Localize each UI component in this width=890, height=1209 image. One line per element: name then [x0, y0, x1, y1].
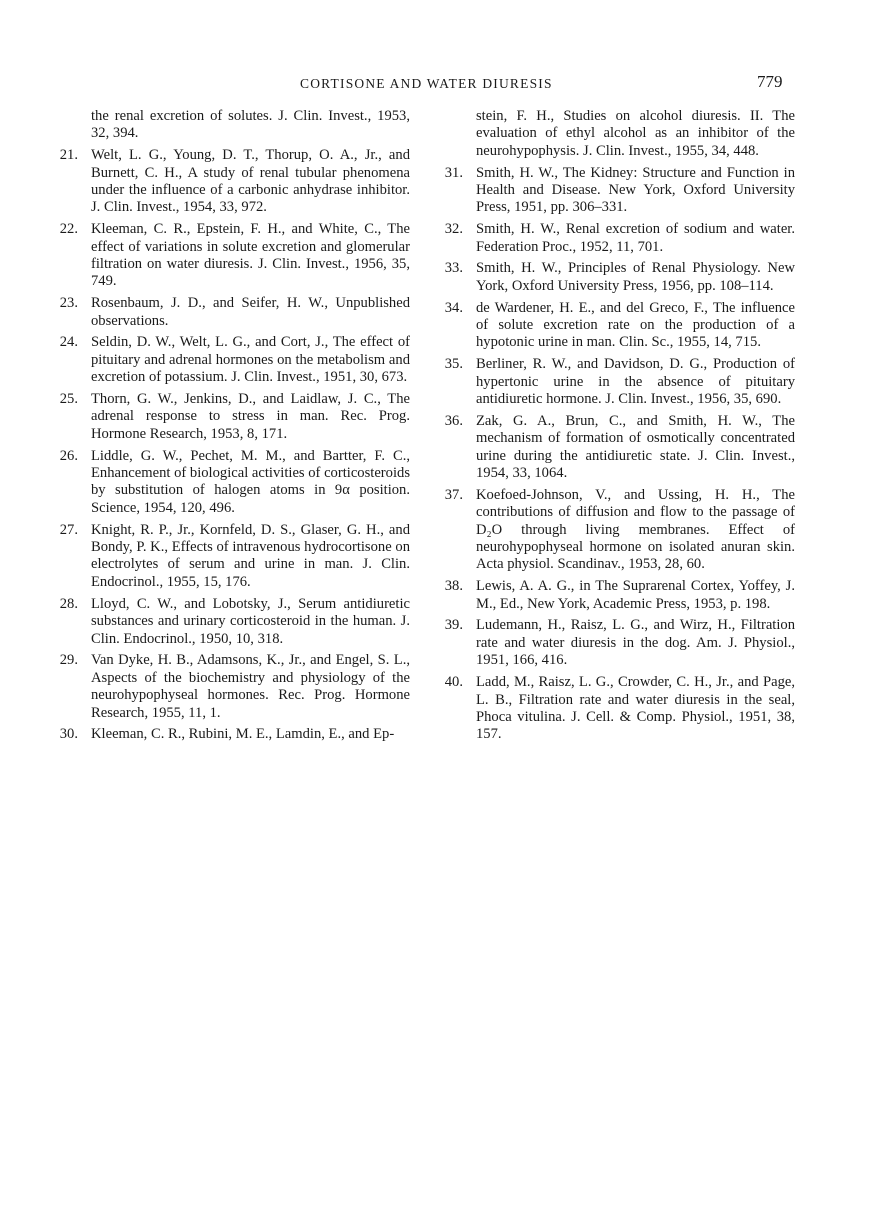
reference-text: Kleeman, C. R., Rubini, M. E., Lamdin, E., and Ep-	[91, 726, 395, 743]
reference-item	[54, 448, 410, 518]
reference-number: 36.	[444, 412, 463, 429]
reference-number: 31.	[444, 164, 463, 181]
reference-text: Welt, L. G., Young, D. T., Thorup, O. A., Jr., and Burnett, C. H., A study of renal tubular phenomena under the influence of a carbonic anhydrase inhibitor. J. Clin. Invest., 1954, 33, 972.	[91, 147, 410, 216]
reference-text: Liddle, G. W., Pechet, M. M., and Bartter, F. C., Enhancement of biological activities of corticosteroids by substitution of halogen atoms in 9α position. Science, 1954, 120, 496.	[91, 447, 410, 516]
reference-number: 40.	[444, 674, 463, 691]
reference-text: Kleeman, C. R., Epstein, F. H., and White, C., The effect of variations in solute excretion and glomerular filtration on water diuresis. J. Clin. Invest., 1956, 35, 749.	[91, 221, 410, 290]
reference-text: Smith, H. W., Principles of Renal Physiology. New York, Oxford University Press, 1956, pp. 108–114.	[476, 260, 795, 294]
reference-item	[439, 578, 795, 613]
reference-item	[54, 147, 410, 217]
reference-text: Koefoed-Johnson, V., and Ussing, H. H., The contributions of diffusion and flow to the passage of D₂O through living membranes. Effect of neurohypophyseal hormone on isolated anuran skin. Acta physiol. Scandinav., 1953, 28, 60.	[476, 486, 795, 573]
reference-number: 24.	[59, 334, 78, 351]
left-column	[54, 108, 410, 748]
reference-text: Thorn, G. W., Jenkins, D., and Laidlaw, J. C., The adrenal response to stress in man. Rec. Prog. Hormone Research, 1953, 8, 171.	[91, 391, 410, 442]
reference-item	[439, 165, 795, 217]
reference-item	[439, 674, 795, 744]
reference-number: 34.	[444, 299, 463, 316]
running-title: CORTISONE AND WATER DIURESIS	[300, 76, 553, 91]
reference-item	[439, 300, 795, 352]
reference-text: Lloyd, C. W., and Lobotsky, J., Serum antidiuretic substances and urinary corticosteroid in the human. J. Clin. Endocrinol., 1950, 10, 318.	[91, 595, 410, 647]
reference-text: Berliner, R. W., and Davidson, D. G., Production of hypertonic urine in the absence of pituitary antidiuretic hormone. J. Clin. Invest., 1956, 35, 690.	[476, 356, 795, 408]
reference-item	[54, 221, 410, 291]
reference-number: 21.	[59, 147, 78, 164]
reference-number: 37.	[444, 486, 463, 503]
reference-item	[439, 221, 795, 256]
reference-text: Lewis, A. A. G., in The Suprarenal Cortex, Yoffey, J. M., Ed., New York, Academic Press, 1953, p. 198.	[476, 578, 795, 612]
reference-number: 33.	[444, 260, 463, 277]
reference-item	[54, 522, 410, 592]
reference-text: Smith, H. W., Renal excretion of sodium and water. Federation Proc., 1952, 11, 701.	[476, 221, 795, 255]
reference-item	[439, 356, 795, 408]
reference-item	[54, 726, 410, 743]
page-number: 779	[757, 72, 783, 91]
page-header	[0, 72, 890, 96]
reference-text: Rosenbaum, J. D., and Seifer, H. W., Unpublished observations.	[91, 295, 410, 329]
reference-number: 30.	[59, 726, 78, 743]
reference-number: 26.	[59, 447, 78, 464]
reference-number: 25.	[59, 391, 78, 408]
right-column	[439, 108, 795, 748]
reference-item	[439, 617, 795, 669]
reference-text: Ludemann, H., Raisz, L. G., and Wirz, H., Filtration rate and water diuresis in the dog. Am. J. Physiol., 1951, 166, 416.	[476, 617, 795, 669]
reference-item	[439, 487, 795, 574]
reference-text: Ladd, M., Raisz, L. G., Crowder, C. H., Jr., and Page, L. B., Filtration rate and water diuresis in the seal, Phoca vitulina. J. Cell. & Comp. Physiol., 1951, 38, 157.	[476, 674, 795, 743]
reference-item	[54, 596, 410, 648]
reference-item	[439, 260, 795, 295]
reference-number: 32.	[444, 221, 463, 238]
reference-continuation: stein, F. H., Studies on alcohol diuresis. II. The evaluation of ethyl alcohol as an inhibitor of the neurohypophysis. J. Clin. Invest., 1955, 34, 448.	[476, 108, 795, 159]
reference-text: Knight, R. P., Jr., Kornfeld, D. S., Glaser, G. H., and Bondy, P. K., Effects of intravenous hydrocortisone on electrolytes of serum and urine in man. J. Clin. Endocrinol., 1955, 15, 176.	[91, 521, 410, 590]
reference-text: Van Dyke, H. B., Adamsons, K., Jr., and Engel, S. L., Aspects of the biochemistry and physiology of the neurohypophyseal hormones. Rec. Prog. Hormone Research, 1955, 11, 1.	[91, 652, 410, 721]
reference-number: 29.	[59, 652, 78, 669]
reference-number: 39.	[444, 617, 463, 634]
reference-item	[439, 413, 795, 483]
reference-text: Smith, H. W., The Kidney: Structure and Function in Health and Disease. New York, Oxford University Press, 1951, pp. 306–331.	[476, 164, 795, 216]
reference-item	[54, 391, 410, 443]
reference-item	[54, 295, 410, 330]
reference-text: Zak, G. A., Brun, C., and Smith, H. W., The mechanism of formation of osmotically concentrated urine during the antidiuretic state. J. Clin. Invest., 1954, 33, 1064.	[476, 412, 795, 482]
reference-number: 38.	[444, 578, 463, 595]
reference-continuation: the renal excretion of solutes. J. Clin. Invest., 1953, 32, 394.	[91, 108, 410, 142]
reference-text: de Wardener, H. E., and del Greco, F., The influence of solute excretion rate on the production of a hypotonic urine in man. Clin. Sc., 1955, 14, 715.	[476, 299, 795, 351]
reference-item	[54, 334, 410, 386]
reference-number: 35.	[444, 356, 463, 373]
reference-item	[54, 652, 410, 722]
reference-number: 22.	[59, 221, 78, 238]
reference-number: 27.	[59, 521, 78, 538]
reference-number: 28.	[59, 595, 78, 612]
reference-text: Seldin, D. W., Welt, L. G., and Cort, J., The effect of pituitary and adrenal hormones on the metabolism and excretion of potassium. J. Clin. Invest., 1951, 30, 673.	[91, 334, 410, 386]
reference-number: 23.	[59, 295, 78, 312]
